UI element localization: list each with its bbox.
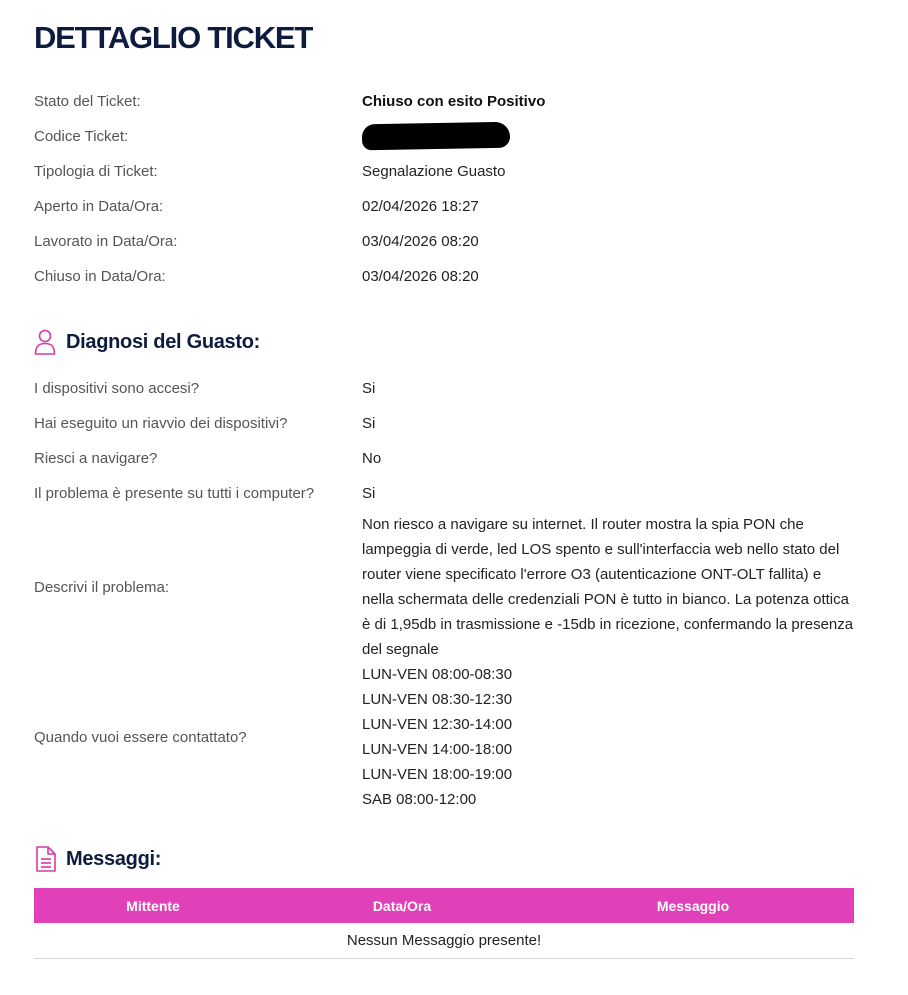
aperto-row: [34, 189, 854, 224]
codice-row: [34, 119, 854, 154]
contatto-slot: LUN-VEN 12:30-14:00: [362, 716, 513, 733]
stato-label: Stato del Ticket:: [34, 93, 141, 110]
column-data-ora[interactable]: Data/Ora: [272, 888, 532, 923]
contatto-value: [362, 662, 854, 812]
messaggi-table: [34, 888, 854, 959]
contatto-row: [34, 662, 854, 812]
descrivi-line: lampeggia di verde, led LOS spento e sull'interfaccia web nello stato del: [362, 541, 840, 558]
codice-value-redacted: [362, 121, 510, 153]
lavorato-value: 03/04/2026 08:20: [362, 233, 479, 250]
riavvio-row: [34, 406, 854, 441]
aperto-value: 02/04/2026 18:27: [362, 198, 479, 215]
contatto-label: Quando vuoi essere contattato?: [34, 728, 247, 746]
descrivi-value: [362, 512, 854, 662]
descrivi-label: Descrivi il problema:: [34, 578, 170, 596]
table-header-row: [34, 888, 854, 923]
person-icon: [34, 328, 58, 356]
tipologia-value: Segnalazione Guasto: [362, 163, 506, 180]
tipologia-row: [34, 154, 854, 189]
table-row: [34, 923, 854, 958]
page-title: DETTAGLIO TICKET: [34, 20, 313, 55]
contatto-slot: LUN-VEN 08:00-08:30: [362, 666, 513, 683]
descrivi-line: è di 1,95db in trasmissione e -15db in ricezione, confermando la presenza: [362, 616, 854, 633]
descrivi-line: del segnale: [362, 641, 439, 658]
document-icon: [34, 845, 58, 873]
navigare-row: [34, 441, 854, 476]
chiuso-label: Chiuso in Data/Ora:: [34, 268, 166, 285]
redaction-mark: [362, 121, 510, 150]
chiuso-value: 03/04/2026 08:20: [362, 268, 479, 285]
empty-message: Nessun Messaggio presente!: [34, 923, 854, 958]
computer-label: Il problema è presente su tutti i computer?: [34, 485, 315, 502]
navigare-value: No: [362, 450, 382, 467]
contatto-slot: SAB 08:00-12:00: [362, 791, 477, 808]
stato-value: Chiuso con esito Positivo: [362, 93, 546, 110]
navigare-label: Riesci a navigare?: [34, 450, 158, 467]
messaggi-heading: [34, 845, 161, 873]
diagnosi-info: [34, 371, 854, 812]
descrivi-line: Non riesco a navigare su internet. Il router mostra la spia PON che: [362, 516, 804, 533]
chiuso-row: [34, 259, 854, 294]
descrivi-row: [34, 511, 854, 662]
lavorato-label: Lavorato in Data/Ora:: [34, 233, 178, 250]
descrivi-line: router viene specificato l'errore O3 (autenticazione ONT-OLT fallita) e: [362, 566, 822, 583]
aperto-label: Aperto in Data/Ora:: [34, 198, 164, 215]
riavvio-value: Si: [362, 415, 376, 432]
computer-row: [34, 476, 854, 511]
column-messaggio[interactable]: Messaggio: [532, 888, 854, 923]
diagnosi-heading: [34, 328, 260, 356]
tipologia-label: Tipologia di Ticket:: [34, 163, 158, 180]
lavorato-row: [34, 224, 854, 259]
messaggi-title: Messaggi:: [66, 847, 162, 870]
computer-value: Si: [362, 485, 376, 502]
riavvio-label: Hai eseguito un riavvio dei dispositivi?: [34, 415, 288, 432]
accesi-label: I dispositivi sono accesi?: [34, 380, 200, 397]
codice-label: Codice Ticket:: [34, 128, 129, 145]
contatto-slot: LUN-VEN 08:30-12:30: [362, 691, 513, 708]
contatto-slot: LUN-VEN 18:00-19:00: [362, 766, 513, 783]
descrivi-line: nella schermata delle credenziali PON è tutto in bianco. La potenza ottica: [362, 591, 849, 608]
ticket-info: [34, 84, 854, 294]
column-mittente[interactable]: Mittente: [34, 888, 272, 923]
accesi-row: [34, 371, 854, 406]
accesi-value: Si: [362, 380, 376, 397]
contatto-slot: LUN-VEN 14:00-18:00: [362, 741, 513, 758]
diagnosi-title: Diagnosi del Guasto:: [66, 330, 261, 353]
stato-row: [34, 84, 854, 119]
